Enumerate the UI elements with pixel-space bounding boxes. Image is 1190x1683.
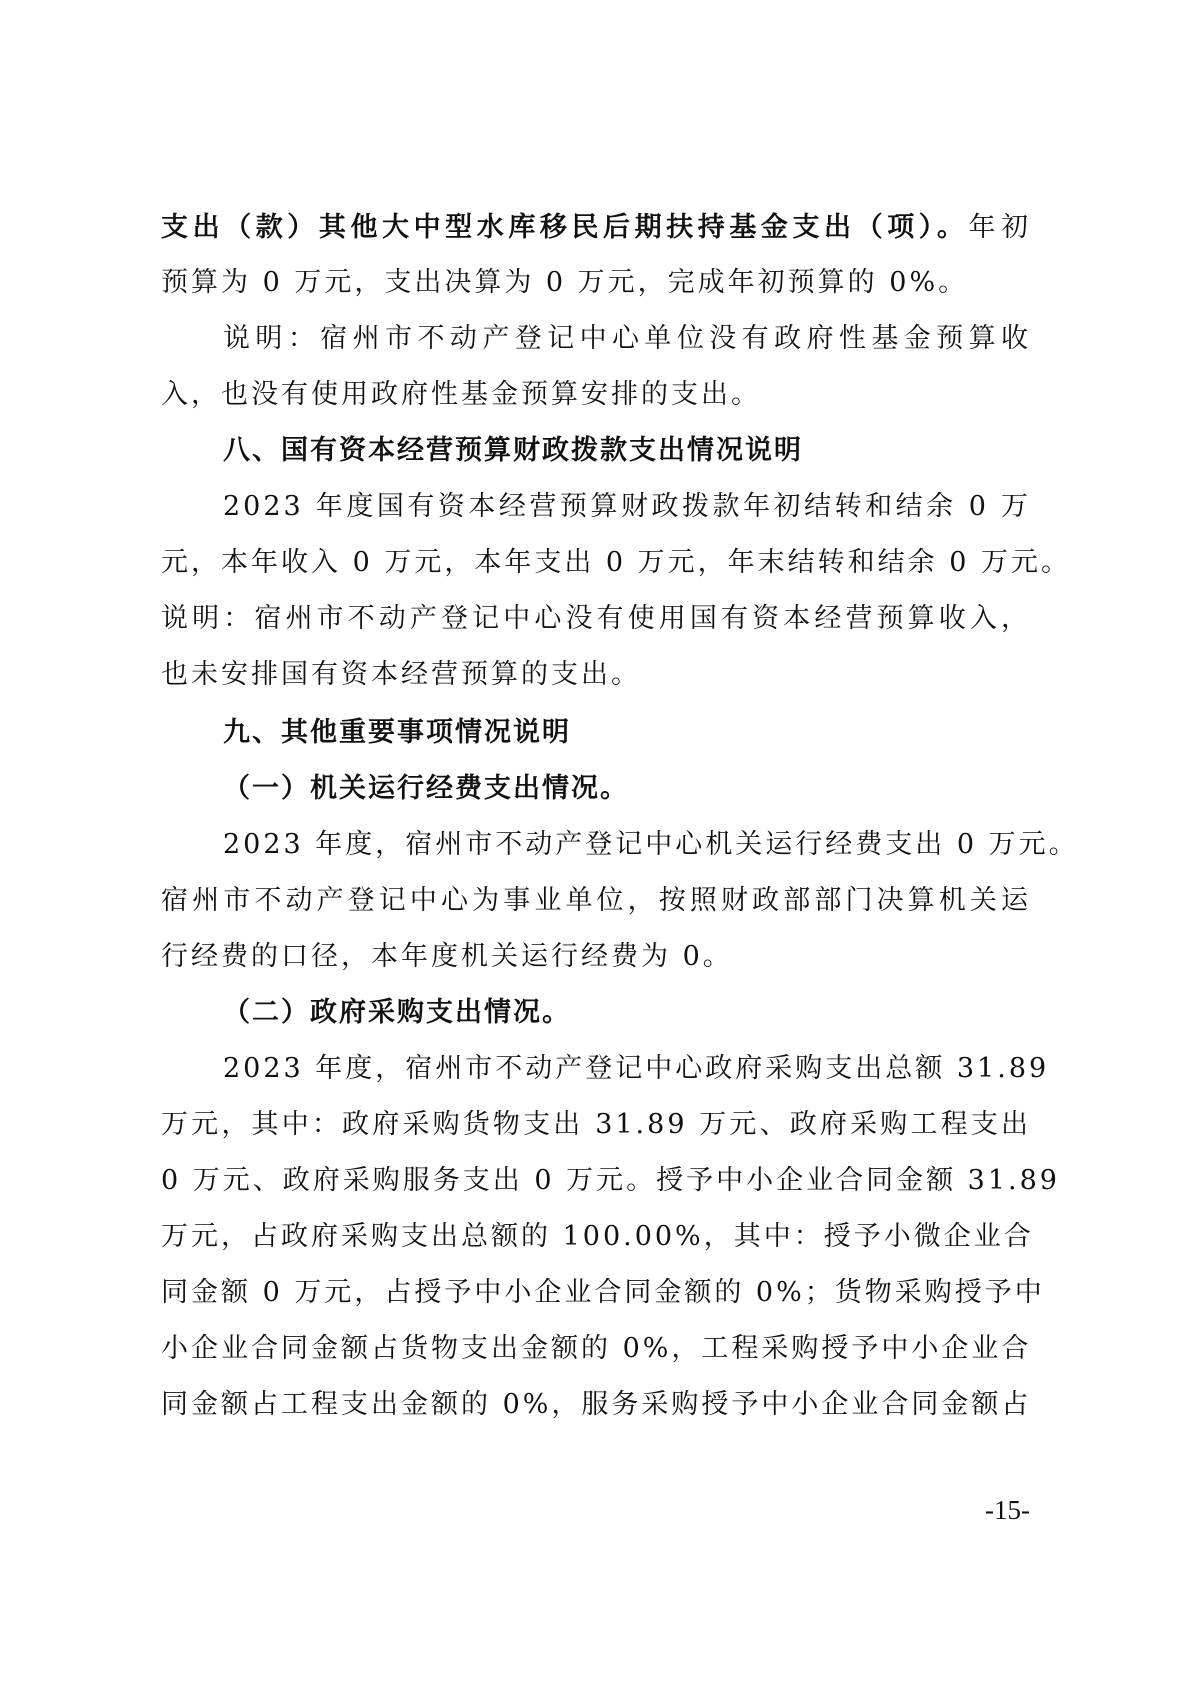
paragraph-line: 0 万元、政府采购服务支出 0 万元。授予中小企业合同金额 31.89	[161, 1165, 1060, 1196]
bold-heading-text: 支出（款）其他大中型水库移民后期扶持基金支出（项）。	[161, 212, 969, 243]
paragraph-line: 入，也没有使用政府性基金预算安排的支出。	[161, 379, 761, 410]
paragraph-line: 2023 年度，宿州市不动产登记中心机关运行经费支出 0 万元。	[223, 829, 1079, 860]
paragraph-line: 万元，其中：政府采购货物支出 31.89 万元、政府采购工程支出	[161, 1109, 1031, 1140]
paragraph-line: 小企业合同金额占货物支出金额的 0%，工程采购授予中小企业合	[161, 1333, 1032, 1364]
section-heading: 八、国有资本经营预算财政拨款支出情况说明	[223, 435, 803, 466]
line-text: 年初	[968, 212, 1032, 243]
paragraph-line: 2023 年度国有资本经营预算财政拨款年初结转和结余 0 万	[223, 491, 1031, 522]
paragraph-line: 也未安排国有资本经营预算的支出。	[161, 659, 641, 690]
section-heading: 九、其他重要事项情况说明	[223, 717, 571, 748]
paragraph-line: 2023 年度，宿州市不动产登记中心政府采购支出总额 31.89	[223, 1053, 1050, 1084]
paragraph-line: 同金额占工程支出金额的 0%，服务采购授予中小企业合同金额占	[161, 1389, 1032, 1420]
paragraph-line: 万元，占政府采购支出总额的 100.00%，其中：授予小微企业合	[161, 1221, 1034, 1252]
paragraph-line: 预算为 0 万元，支出决算为 0 万元，完成年初预算的 0%。	[161, 267, 969, 298]
paragraph-line: 说明：宿州市不动产登记中心单位没有政府性基金预算收	[223, 323, 1031, 354]
paragraph-line: 说明：宿州市不动产登记中心没有使用国有资本经营预算收入，	[161, 603, 1031, 634]
paragraph-line: 同金额 0 万元，占授予中小企业合同金额的 0%；货物采购授予中	[161, 1277, 1045, 1308]
paragraph-line: 宿州市不动产登记中心为事业单位，按照财政部部门决算机关运	[161, 885, 1031, 916]
paragraph-line: 行经费的口径，本年度机关运行经费为 0。	[161, 941, 733, 972]
subsection-heading: （一）机关运行经费支出情况。	[223, 773, 629, 804]
paragraph-line: 元，本年收入 0 万元，本年支出 0 万元，年末结转和结余 0 万元。	[161, 547, 1072, 578]
paragraph-line	[161, 214, 1031, 241]
subsection-heading: （二）政府采购支出情况。	[223, 997, 571, 1028]
page-number: -15-	[985, 1495, 1030, 1525]
